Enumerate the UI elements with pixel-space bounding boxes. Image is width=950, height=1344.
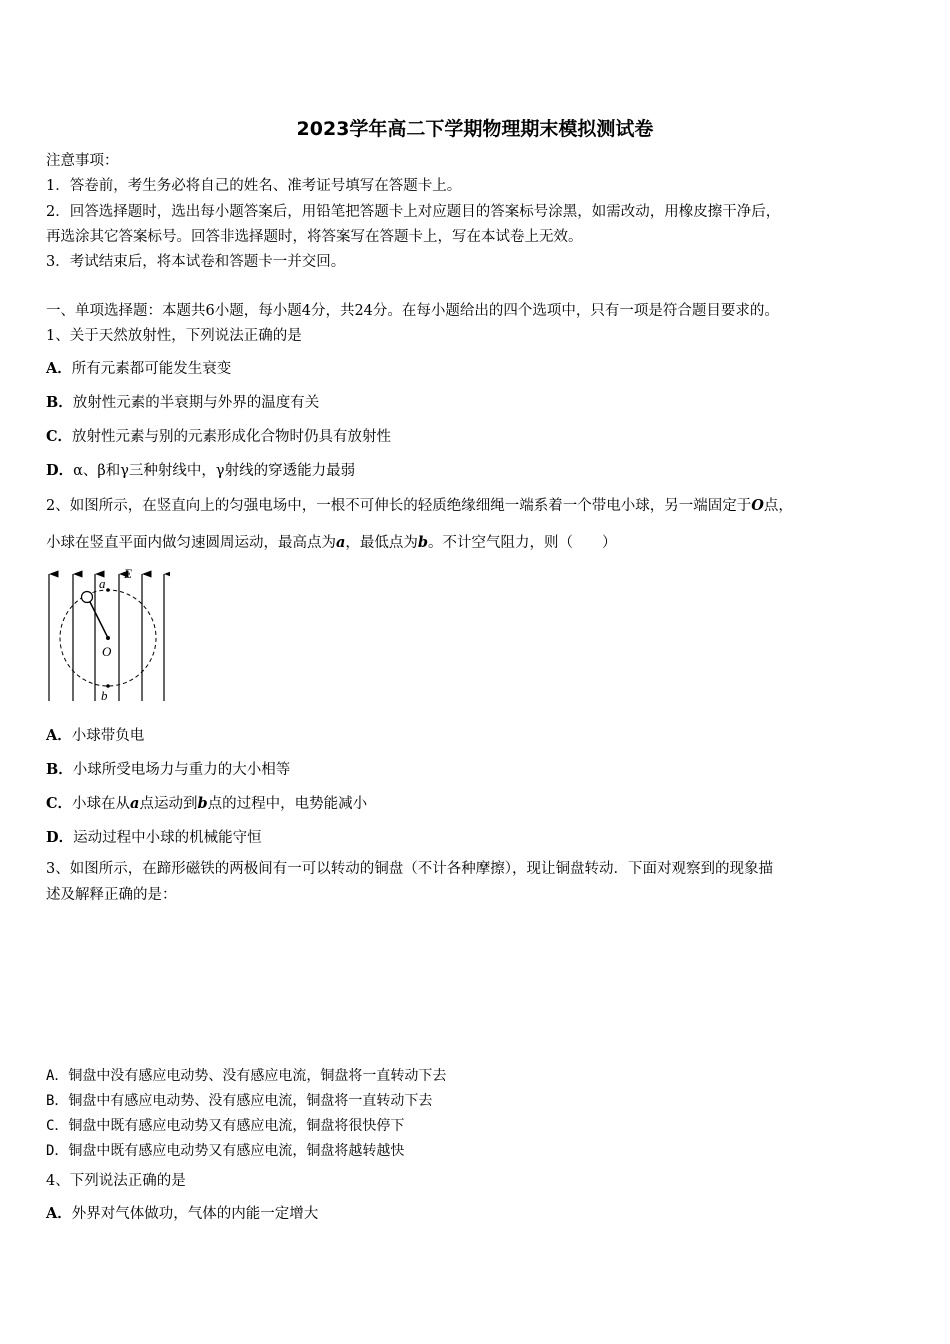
option-text: 放射性元素的半衰期与外界的温度有关 <box>72 395 320 411</box>
q4-stem: 4、下列说法正确的是 <box>46 1173 186 1189</box>
option-letter: A． <box>46 1205 72 1222</box>
q1-option-d <box>46 461 355 481</box>
option-text: 小球在从 <box>72 796 131 812</box>
q1-option-c <box>46 427 391 447</box>
pivot-point <box>106 636 110 640</box>
q2-stem-text: 。不计空气阻力，则（ ） <box>428 535 617 551</box>
label-e: E <box>124 566 132 581</box>
q2-option-d <box>46 828 262 848</box>
label-a: a <box>99 576 106 591</box>
option-letter: C． <box>46 795 73 812</box>
option-text: 小球带负电 <box>71 728 145 744</box>
section-heading: 一、单项选择题：本题共6小题，每小题4分，共24分。在每小题给出的四个选项中，只有一项是符合题目要求的。 <box>46 303 779 319</box>
notice-heading: 注意事项： <box>46 153 119 169</box>
q2-stem-text: 2、如图所示，在竖直向上的匀强电场中，一根不可伸长的轻质绝缘细绳一端系着一个带电小球，另一端固定于 <box>46 498 752 514</box>
option-text: α、β和γ三种射线中，γ射线的穿透能力最弱 <box>73 463 356 479</box>
point-a-dot <box>106 588 110 592</box>
q3-stem-line2: 述及解释正确的是： <box>46 887 177 903</box>
q2-stem-text: ，最低点为 <box>345 535 418 551</box>
notice-item-1: 1．答卷前，考生务必将自己的姓名、准考证号填写在答题卡上。 <box>46 178 462 194</box>
q3-option-a: A．铜盘中没有感应电动势、没有感应电流，铜盘将一直转动下去 <box>46 1068 447 1084</box>
option-text: 外界对气体做功，气体的内能一定增大 <box>71 1206 319 1222</box>
option-text: 点运动到 <box>139 796 198 812</box>
option-text: 小球所受电场力与重力的大小相等 <box>72 762 291 778</box>
q2-point-o: O <box>751 497 764 514</box>
point-b-ref: b <box>197 795 208 812</box>
notice-item-2a: 2．回答选择题时，选出每小题答案后，用铅笔把答题卡上对应题目的答案标号涂黑，如需改动，用橡皮擦干净后， <box>46 204 781 220</box>
option-letter: B． <box>46 394 73 411</box>
page-title: 2023学年高二下学期物理期末模拟测试卷 <box>296 118 654 140</box>
option-letter: A． <box>46 360 72 377</box>
option-letter: C． <box>46 428 73 445</box>
q1-option-b <box>46 393 319 413</box>
q2-option-a <box>46 726 144 746</box>
label-b: b <box>101 688 108 703</box>
q1-option-a <box>46 359 231 379</box>
option-letter: B． <box>46 761 73 778</box>
q3-stem-line1: 3、如图所示，在蹄形磁铁的两极间有一可以转动的铜盘（不计各种摩擦），现让铜盘转动．下面对观察到的现象描 <box>46 861 773 877</box>
q3-option-d: D．铜盘中既有感应电动势又有感应电流，铜盘将越转越快 <box>46 1143 405 1159</box>
q2-stem-text: 小球在竖直平面内做匀速圆周运动，最高点为 <box>46 535 336 551</box>
option-text: 运动过程中小球的机械能守恒 <box>73 830 262 846</box>
q2-point-a: a <box>336 534 346 551</box>
q1-stem: 1、关于天然放射性，下列说法正确的是 <box>46 328 302 344</box>
q2-option-b <box>46 760 290 780</box>
notice-item-2b: 再选涂其它答案标号。回答非选择题时，将答案写在答题卡上，写在本试卷上无效。 <box>46 229 583 245</box>
option-text: 所有元素都可能发生衰变 <box>71 361 232 377</box>
option-letter: D． <box>46 462 74 479</box>
q2-point-b: b <box>417 534 429 551</box>
string <box>90 602 108 638</box>
option-text: 放射性元素与别的元素形成化合物时仍具有放射性 <box>72 429 392 445</box>
q2-stem-line1 <box>46 496 793 516</box>
label-o: O <box>102 644 112 659</box>
option-text: 点的过程中，电势能减小 <box>207 796 368 812</box>
option-letter: A． <box>46 727 72 744</box>
point-a-ref: a <box>130 795 140 812</box>
q3-option-b: B．铜盘中有感应电动势、没有感应电流，铜盘将一直转动下去 <box>46 1093 433 1109</box>
q2-stem-line2 <box>46 533 617 553</box>
electric-field-diagram <box>40 566 170 706</box>
notice-item-3: 3．考试结束后，将本试卷和答题卡一并交回。 <box>46 254 346 270</box>
q3-option-c: C．铜盘中既有感应电动势又有感应电流，铜盘将很快停下 <box>46 1118 405 1134</box>
q2-option-c <box>46 794 367 814</box>
q3-figure-area <box>46 910 646 1050</box>
q2-stem-text: 点， <box>763 498 793 514</box>
option-letter: D． <box>46 829 74 846</box>
charged-ball <box>82 592 93 603</box>
q4-option-a <box>46 1204 318 1224</box>
